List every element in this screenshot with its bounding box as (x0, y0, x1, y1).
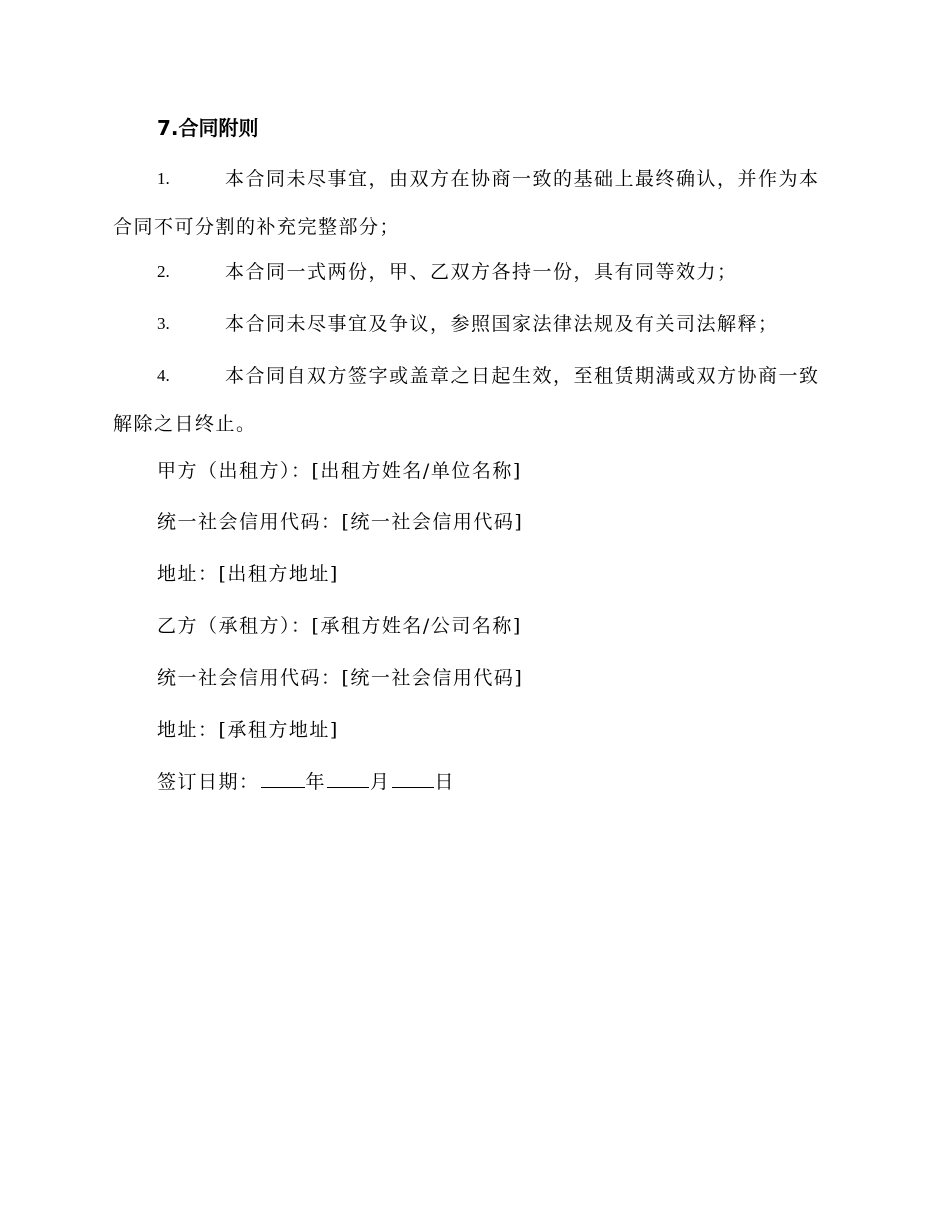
section-heading: 7.合同附则 (157, 116, 259, 140)
year-label: 年 (305, 771, 327, 793)
clause-number: 4. (157, 366, 170, 385)
clause-number: 1. (157, 169, 170, 188)
month-label: 月 (370, 771, 391, 793)
party-a-address-line: 地址：[出租方地址] (157, 563, 339, 585)
year-blank (261, 769, 305, 788)
clause-number: 3. (157, 314, 170, 333)
clause-2 (113, 248, 833, 296)
clause-number: 2. (157, 262, 170, 281)
party-a-credit-code-line: 统一社会信用代码：[统一社会信用代码] (157, 511, 524, 533)
clause-4 (113, 352, 833, 448)
party-b-address-line: 地址：[承租方地址] (157, 719, 339, 741)
clause-text: 本合同未尽事宜，由双方在协商一致的基础上最终确认，并作为本合同不可分割的补充完整部分； (113, 168, 820, 238)
party-a-line: 甲方（出租方）：[出租方姓名/单位名称] (157, 460, 522, 482)
clause-text: 本合同一式两份，甲、乙双方各持一份，具有同等效力； (225, 261, 738, 283)
month-blank (327, 769, 369, 788)
clause-text: 本合同未尽事宜及争议，参照国家法律法规及有关司法解释； (225, 313, 779, 335)
party-b-line: 乙方（承租方）：[承租方姓名/公司名称] (157, 615, 522, 637)
sign-date-line (157, 768, 455, 796)
clause-3 (113, 300, 833, 348)
clause-1 (113, 155, 833, 251)
clause-text: 本合同自双方签字或盖章之日起生效，至租赁期满或双方协商一致解除之日终止。 (113, 365, 820, 435)
day-label: 日 (434, 771, 456, 793)
day-blank (392, 769, 434, 788)
party-b-credit-code-line: 统一社会信用代码：[统一社会信用代码] (157, 667, 524, 689)
sign-date-label: 签订日期： (157, 771, 260, 793)
